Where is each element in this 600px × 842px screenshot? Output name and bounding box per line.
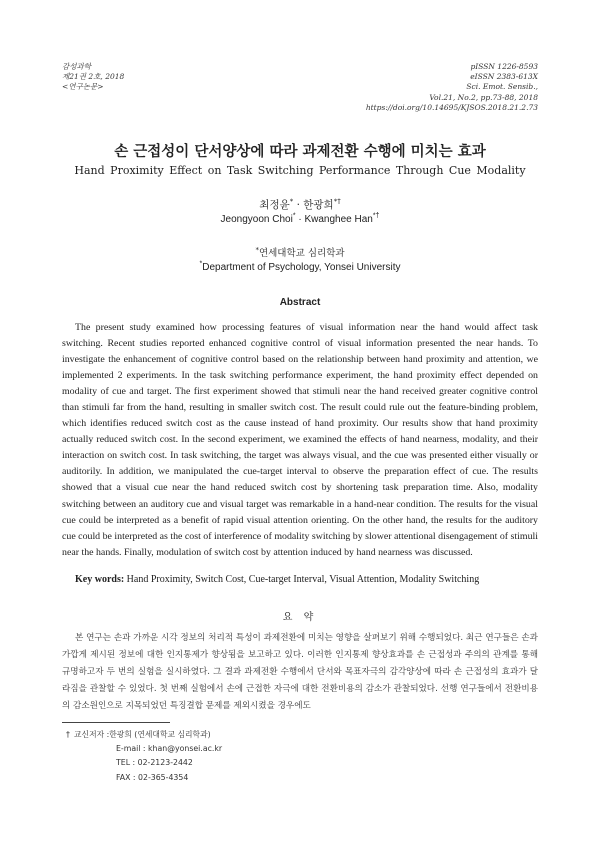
summary-text: 본 연구는 손과 가까운 시각 정보의 처리적 특성이 과제전환에 미치는 영향을 살펴보기 위해 수행되었다. 최근 연구들은 손과 가깝게 제시된 정보에 대한 인지통제가 향상됨을 보고하고 있다. 이러한 인지통제 향상효과를 손 근접성과 주의의 관계를 통해 규명하고자 두 번의 실험을 실시하였다. 그 결과 과제전환 수행에서 단서와 목표자극의 감각양상에 따라 손 근접성의 효과가 달라짐을 관찰할 수 있었다. 첫 번째 실험에서 손에 근접한 자극에 대한 전환비용의 감소가 관찰되었다. 선행 연구들에서 전환비용의 감소원인으로 지목되었던 특징결합 문제를 제외시켰을 경우에도 <box>62 633 538 711</box>
doi-link[interactable]: https://doi.org/10.14695/KJSOS.2018.21.2.73 <box>365 102 538 112</box>
footnote-divider <box>62 722 170 723</box>
title-korean: 손 근접성이 단서양상에 따라 과제전환 수행에 미치는 효과 <box>114 144 486 160</box>
abstract-heading: Abstract <box>279 297 321 308</box>
author-1-ko-mark: * <box>289 197 294 206</box>
summary-heading: 요 약 <box>282 612 318 623</box>
footnote-label: 교신저자 : <box>74 730 110 739</box>
journal-volume: 제21권 2호, 2018 <box>62 72 125 82</box>
footnote-mark: † <box>66 730 70 739</box>
affiliation-ko-mark: * <box>255 245 259 254</box>
affiliation-korean <box>0 245 600 259</box>
author-2-en: Kwanghee Han <box>304 214 373 225</box>
title-english: Hand Proximity Effect on Task Switching Performance Through Cue Modality <box>74 164 526 177</box>
authors-english <box>0 214 600 225</box>
affiliation-english <box>0 262 600 273</box>
affiliation-ko-text: 연세대학교 심리학과 <box>258 248 345 259</box>
eissn: eISSN 2383-613X <box>470 72 538 82</box>
keywords <box>75 574 545 585</box>
journal-header-right <box>366 62 538 113</box>
author-1-ko: 최정윤 <box>259 199 290 211</box>
keywords-text: Hand Proximity, Switch Cost, Cue-target Interval, Visual Attention, Modality Switching <box>126 574 480 585</box>
corresponding-author-footnote <box>62 728 222 785</box>
footnote-fax: FAX : 02-365-4354 <box>116 772 189 782</box>
keywords-label: Key words: <box>75 574 125 585</box>
volume-pages: Vol.21, No.2, pp.73-88, 2018 <box>429 92 538 102</box>
footnote-email[interactable]: E-mail : khan@yonsei.ac.kr <box>116 744 223 754</box>
journal-name: 감성과학 <box>62 62 91 71</box>
article-type: <연구논문> <box>62 82 104 92</box>
authors-korean <box>0 197 600 212</box>
affiliation-en-text: Department of Psychology, Yonsei University <box>202 262 401 273</box>
author-2-en-mark: *† <box>372 212 380 220</box>
author-sep-ko: · <box>293 199 304 211</box>
affiliation-en-mark: * <box>199 260 203 268</box>
author-2-ko: 한광희 <box>303 199 334 211</box>
author-1-en-mark: * <box>292 212 296 220</box>
pissn: pISSN 1226-8593 <box>470 62 538 71</box>
author-1-en: Jeongyoon Choi <box>220 214 293 225</box>
footnote-tel: TEL : 02-2123-2442 <box>116 758 193 768</box>
journal-header-left <box>62 62 124 93</box>
footnote-name: 한광희 (연세대학교 심리학과) <box>109 730 211 739</box>
journal-abbrev: Sci. Emot. Sensib., <box>466 82 538 92</box>
author-sep-en: · <box>295 214 305 225</box>
author-2-ko-mark: *† <box>333 197 341 206</box>
abstract-text: The present study examined how processing features of visual information near the hand would affect task switching. Recent studies reported enhanced cognitive control of visual information presented the near hands. To investigate the enhancement of cognitive control based on the relationship between hand proximity and attention, we implemented 2 experiments. In the task switching performance experiment, the hand proximity effect depended on modality of cue and target. The first experiment showed that stimuli near the hand received greater cognitive control than stimuli far from the hand, resulting in smaller switch cost. The result could rule out the feature-binding problem, which identifies reduced switch cost as the cause instead of hand proximity. Our results show that hand proximity actually reduced switch cost. In the second experiment, we examined the effects of hand nearness, modality, and their interaction on switch cost. In task switching, the target was always visual, and the cue was presented either visually or auditorily. In addition, we manipulated the cue-target interval to observe the preparation effect of cue. The results showed that a visual cue near the hand reduced switch cost by shortening task preparation time. Also, modality switching between an auditory cue and visual target was remarkable in a hand-near condition. The results for the visual cue could be interpreted as a benefit of rapid visual attention orienting. On the other hand, the results for the auditory cue could be interpreted as the cost of interference of modality switching by slower attentional disengagement of stimuli near the hands. Finally, modulation of switch cost by attention induced by hand nearness was discussed. <box>62 322 538 558</box>
